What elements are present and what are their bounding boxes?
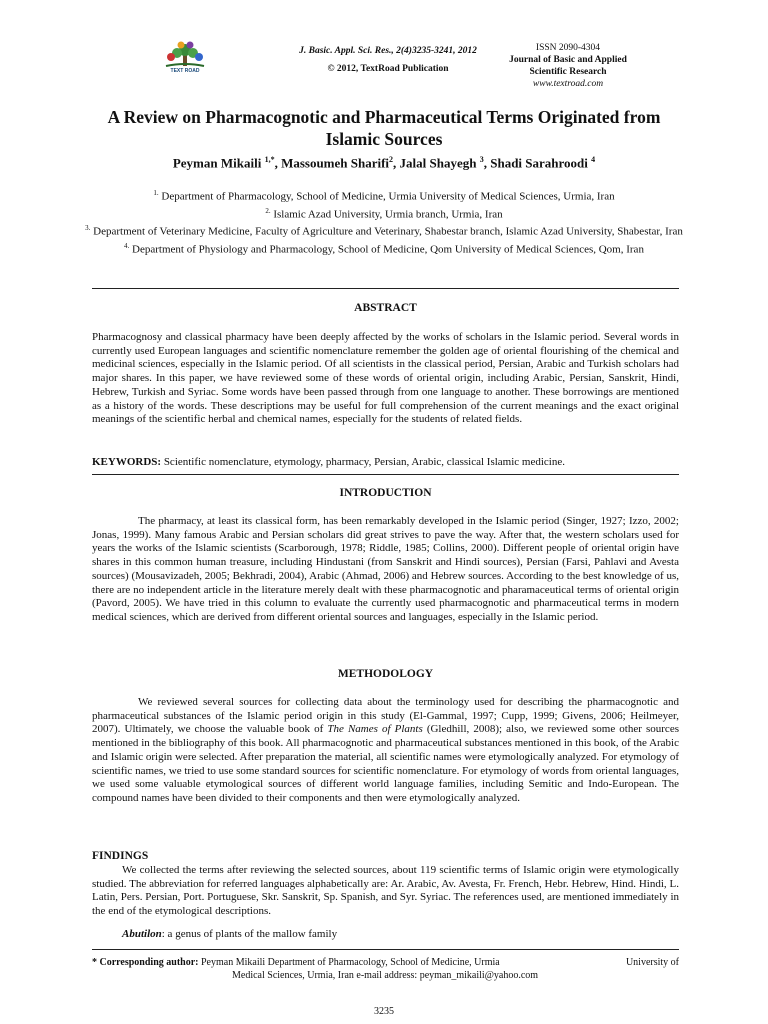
methodology-text: We reviewed several sources for collecting data about the terminology used for describing the pharmacognotic and pharmaceutical substances of the Islamic period origin in this study (El-Gammal, 1997; Cupp, 1999; Givens, 2006; Heilmeyer, 2007). Ultimately, we choose the valuable book of The Names of Plants (Gledhill, 2008); also, we reviewed some other sources mentioned in the bibliography of this book. All pharmacognotic and pharmaceutical substances mentioned in this book, of the Arabic and Islamic origin were selected. After preparation the material, all scientific names were etymologically analyzed. For etymology of scientific names, we tried to use some standard sources for scientific nomenclature. For etymology of words from oriental languages, we used some valuable etymological sources of different world language families, including Semitic and Indo-European. The compound names have been divided to their components and then were etymologically analyzed. <box>92 696 679 804</box>
affiliation: $^{4.}$ Department of Physiology and Pharmacology, School of Medicine, Qom University of Medical Sciences, Qom, Iran <box>124 241 644 256</box>
author-affil-ref: 3 <box>479 155 484 164</box>
term-name: Abutilon <box>122 928 162 940</box>
affiliation: $^{2.}$ Islamic Azad University, Urmia branch, Urmia, Iran <box>265 206 503 221</box>
keywords <box>92 456 679 470</box>
logo-text: TEXT ROAD <box>170 68 200 74</box>
journal-url[interactable]: www.textroad.com <box>532 79 604 89</box>
abstract-text: Pharmacognosy and classical pharmacy have been deeply affected by the works of scholars in the Islamic period. Several words in currently used European languages and scientific nomenclature remember the golden age of oriental flourishing of the chemical and medicinal sciences, especially in the Islamic period. Of all scientists in the classical period, Persian, Arabic and Turkish scholars had major shares. In this paper, we have reviewed some of these words of oriental origin, including Arabic, Persian, Sanskrit, Hindi, Hebrew, Turkish and Syriac. Some words have been passed through from one language to another. These borrowings are mentioned as a history of the words. These descriptions may be useful for full comprehension of the current meanings and the exact original meanings of the scientific herbal and chemical names, especially for the students of related fields. <box>92 331 679 426</box>
issn: ISSN 2090-4304 <box>535 43 601 53</box>
journal-citation: J. Basic. Appl. Sci. Res., 2(4)3235-3241, 2012 <box>299 46 477 56</box>
author-name: Massoumeh Sharifi <box>281 155 390 171</box>
journal-name-line2: Scientific Research <box>529 67 607 77</box>
author-affil-ref: 2 <box>389 155 394 164</box>
abstract-heading: ABSTRACT <box>354 302 417 314</box>
affiliation: $^{1.}$ Department of Pharmacology, School of Medicine, Urmia University of Medical Sciences, Urmia, Iran <box>153 189 615 203</box>
journal-name-line1: Journal of Basic and Applied <box>509 55 627 65</box>
footnote-line1: Peyman Mikaili Department of Pharmacology, School of Medicine, Urmia <box>201 957 500 968</box>
title-line2: Islamic Sources <box>325 129 443 149</box>
author-name: Peyman Mikaili <box>172 155 262 171</box>
affiliation-list <box>80 186 688 257</box>
page-number: 3235 <box>374 1006 394 1017</box>
author-name: Shadi Sarahroodi <box>490 155 588 171</box>
divider <box>92 474 679 475</box>
book-title: The Names of Plants <box>327 723 423 736</box>
divider <box>92 288 679 289</box>
footnote-line1-right: University of <box>625 957 679 968</box>
author-list: Peyman Mikaili $^{1,*}$, Massoumeh Sharifi$^2$, Jalal Shayegh $^3$, Shadi Sarahroodi $^4$ <box>172 155 596 171</box>
title-line1: A Review on Pharmacognotic and Pharmaceutical Terms Originated from <box>107 107 661 127</box>
findings-text: We collected the terms after reviewing the selected sources, about 119 scientific terms of Islamic origin were etymologically studied. The abbreviation for referred languages alphabetically are: Ar. Arabic, Av. Avesta, Fr. French, Hebr. Hebrew, Hind. Hindi, L. Latin, Pers. Persian, Port. Portuguese, Skr. Sanskrit, Sp. Spanish, and Syr. Syriac. The references used, are mentioned immediately in the end of the etymological descriptions. <box>92 864 679 918</box>
affiliation: $^{3.}$ Department of Veterinary Medicine, Faculty of Agriculture and Veterinary, Shabestar branch, Islamic Azad University, Shabestar, Iran <box>85 224 683 238</box>
keywords-label: KEYWORDS: <box>92 456 162 468</box>
author-name: Jalal Shayegh <box>399 155 477 171</box>
paper-title <box>70 106 698 150</box>
term-entry <box>122 928 337 940</box>
findings-heading: FINDINGS <box>92 850 149 862</box>
introduction-text: The pharmacy, at least its classical form, has been remarkably developed in the Islamic period (Singer, 1927; Izzo, 2002; Jonas, 1999). Many famous Arabic and Persian scholars did great strives to pave the way. After that, the western scholars used for years the works of the Islamic scientists (Scarborough, 1978; Riddle, 1985; Collins, 2000). Different people of oriental origin have shares in this common human treasure, including Hindustani (from Sanskrit and Hindi sources), Persian (Farsi, Pahlavi and Avesta sources) (Mousavizadeh, 2005; Bekhradi, 2004), Arabic (Ahmad, 2006) and Hebrew sources. According to the best knowledge of us, there are no independent article in the literature merely dealt with these pharmacognotic and pharamaceutical terms of oriental origin (Pavord, 2005). We have tried in this column to evaluate the currently used pharmacognotic and pharmaceutical terms in modern medical sciences, which are derived from different oriental sources and languages, especially in the Islamic period. <box>92 515 679 623</box>
introduction-heading: INTRODUCTION <box>339 487 432 499</box>
footnote-line2: Medical Sciences, Urmia, Iran e-mail address: peyman_mikaili@yahoo.com <box>232 970 539 981</box>
copyright: © 2012, TextRoad Publication <box>327 64 449 74</box>
keywords-list: Scientific nomenclature, etymology, pharmacy, Persian, Arabic, classical Islamic medicine. <box>163 456 565 468</box>
methodology-heading: METHODOLOGY <box>337 668 434 680</box>
author-affil-ref: 4 <box>591 155 596 164</box>
tree-icon <box>166 42 204 67</box>
footnote-divider <box>92 949 679 950</box>
footnote-label: * Corresponding author: <box>92 957 199 968</box>
term-definition: : a genus of plants of the mallow family <box>161 928 338 940</box>
author-affil-ref: 1,* <box>264 155 275 164</box>
header-journal-block <box>488 42 648 90</box>
corresponding-author-footnote <box>92 956 679 982</box>
publisher-logo <box>138 40 234 74</box>
